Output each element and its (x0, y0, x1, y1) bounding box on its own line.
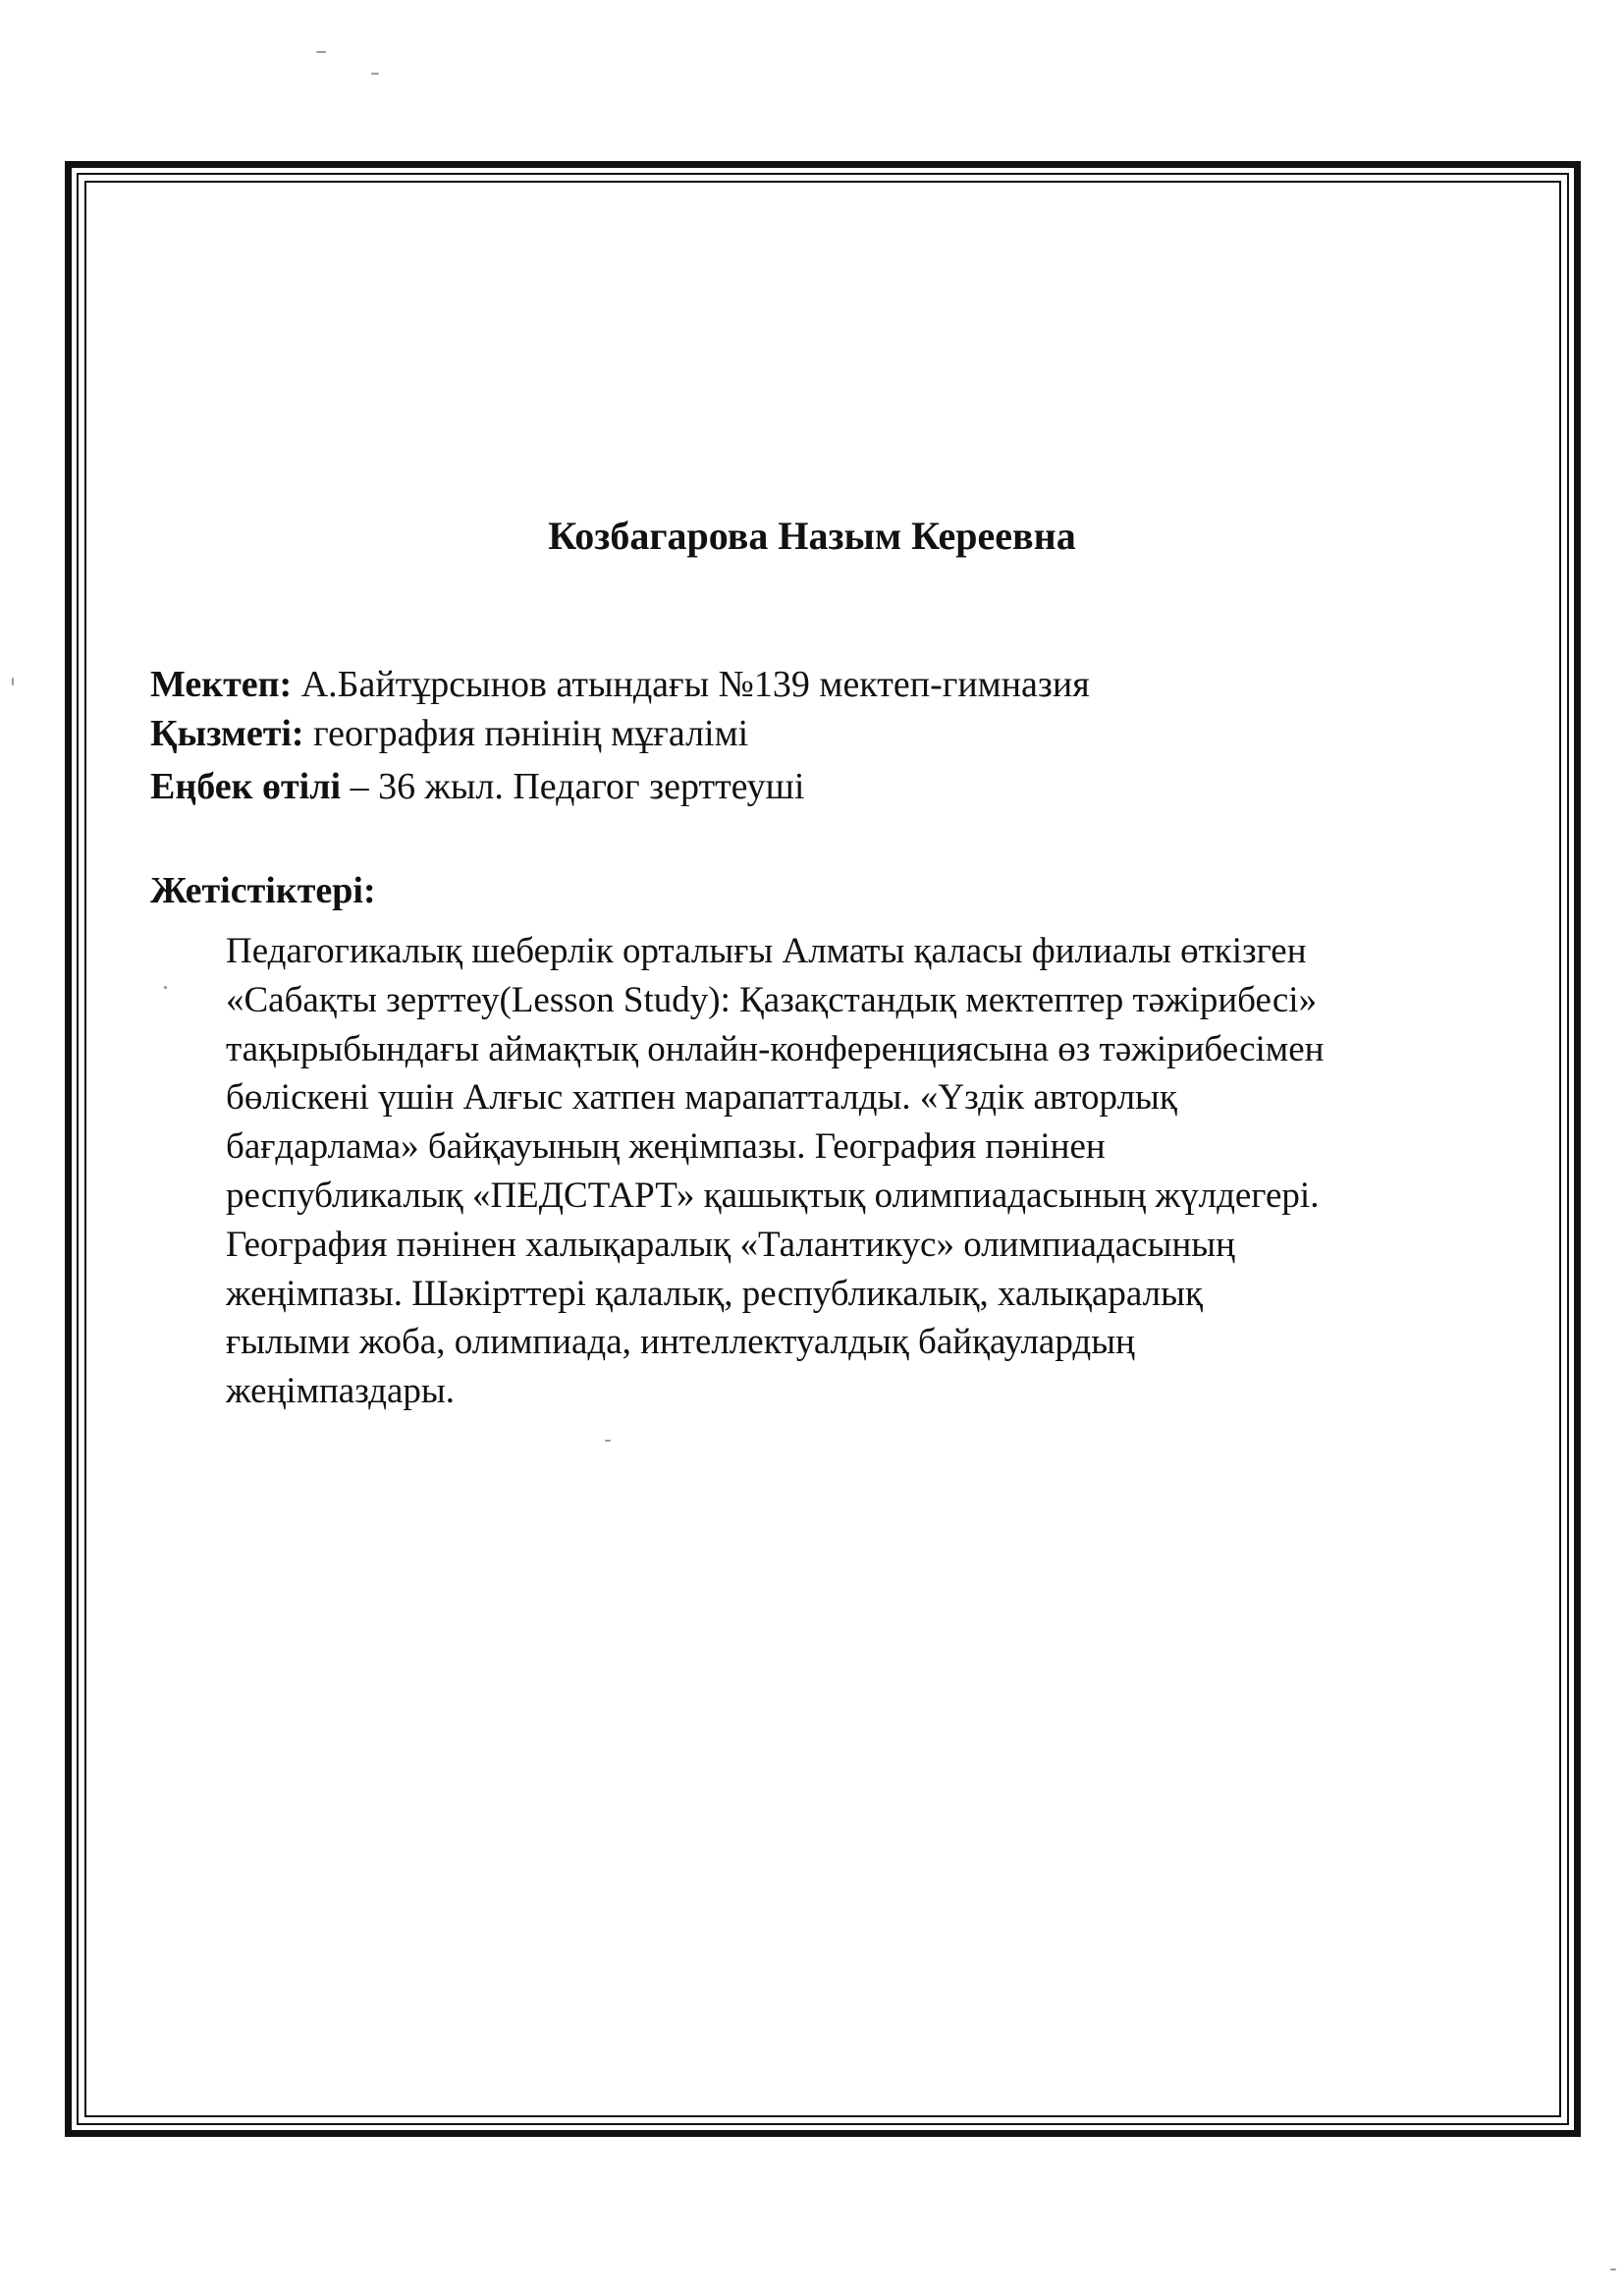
achievements-line: республикалық «ПЕДСТАРТ» қашықтық олимпиадасының жүлдегері. (226, 1175, 1320, 1216)
experience-label: Еңбек өтілі (150, 766, 342, 807)
achievements-heading: Жетістіктері: (150, 870, 376, 911)
experience-field (150, 762, 804, 811)
school-value: А.Байтұрсынов атындағы №139 мектеп-гимназия (292, 664, 1090, 705)
achievements-line: География пәнінен халықаралық «Талантикус» олимпиадасының (226, 1224, 1235, 1265)
achievements-line: тақырыбындағы аймақтық онлайн-конференциясына өз тәжірибесімен (226, 1028, 1325, 1069)
scan-speck (316, 51, 326, 53)
achievements-line: бағдарлама» байқауының жеңімпазы. География пәнінен (226, 1126, 1106, 1168)
achievements-paragraph (226, 927, 1532, 1416)
position-field (150, 709, 748, 758)
scan-speck (1610, 2269, 1616, 2270)
achievements-line: жеңімпазы. Шәкірттері қалалық, республикалық, халықаралық (226, 1273, 1203, 1314)
school-label: Мектеп: (150, 664, 293, 705)
position-label: Қызметі: (150, 713, 304, 754)
achievements-line: жеңімпаздары. (226, 1371, 456, 1412)
achievements-line: ғылыми жоба, олимпиада, интеллектуалдық байқаулардың (226, 1322, 1135, 1363)
person-full-name: Козбагарова Назым Кереевна (548, 514, 1076, 558)
scan-speck (371, 73, 379, 75)
achievements-line: «Сабақты зерттеу(Lesson Study): Қазақстандық мектептер тәжірибесі» (226, 979, 1318, 1020)
experience-value: – 36 жыл. Педагог зерттеуші (341, 766, 805, 807)
achievements-line: Педагогикалық шеберлік орталығы Алматы қаласы филиалы өткізген (226, 931, 1307, 971)
school-field (150, 660, 1090, 709)
position-value: география пәнінің мұғалімі (303, 713, 749, 754)
scan-speck (12, 678, 14, 685)
achievements-line: бөліскені үшін Алғыс хатпен марапатталды. «Үздік авторлық (226, 1077, 1177, 1119)
